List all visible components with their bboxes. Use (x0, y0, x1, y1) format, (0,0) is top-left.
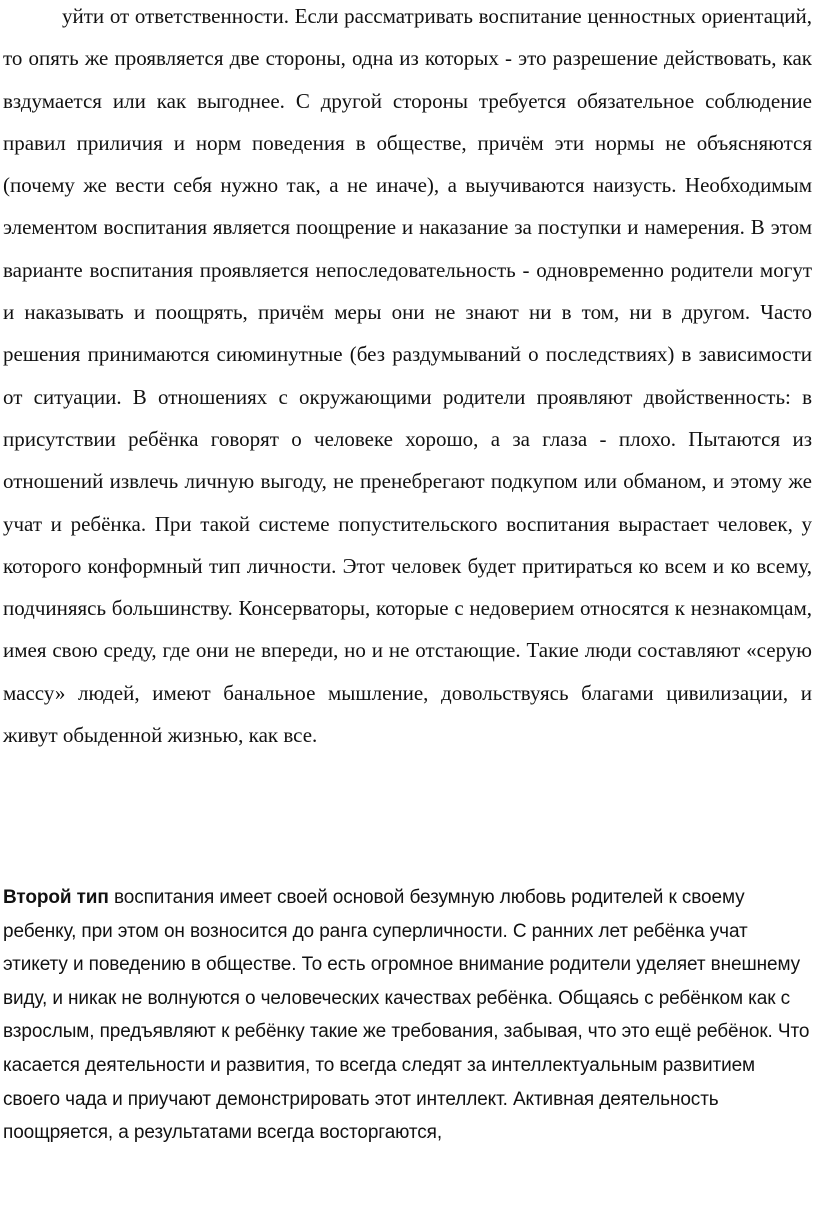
paragraph-body-text: воспитания имеет своей основой безумную любовь родителей к своему ребенку, при этом он возносится до ранга суперличности. С ранних лет ребёнка учат этикету и поведению в обществе. То есть огромное внимание родители уделяет внешнему виду, и никак не волнуются о человеческих качествах ребёнка. Общаясь с ребёнком как с взрослым, предъявляют к ребёнку такие же требования, забывая, что это ещё ребёнок. Что касается деятельности и развития, то всегда следят за интеллектуальным развитием своего чада и приучают демонстрировать этот интеллект. Активная деятельность поощряется, а результатами всегда восторгаются, (3, 887, 810, 1144)
body-paragraph-parenting-values: уйти от ответственности. Если рассматривать воспитание ценностных ориентаций, то опять же проявляется две стороны, одна из которых - это разрешение действовать, как вздумается или как выгоднее. С другой стороны требуется обязательное соблюдение правил приличия и норм поведения в обществе, причём эти нормы не объясняются (почему же вести себя нужно так, а не иначе), а выучиваются наизусть. Необходимым элементом воспитания является поощрение и наказание за поступки и намерения. В этом варианте воспитания проявляется непоследовательность - одновременно родители могут и наказывать и поощрять, причём меры они не знают ни в том, ни в другом. Часто решения принимаются сиюминутные (без раздумываний о последствиях) в зависимости от ситуации. В отношениях с окружающими родители проявляют двойственность: в присутствии ребёнка говорят о человеке хорошо, а за глаза - плохо. Пытаются из отношений извлечь личную выгоду, не пренебрегают подкупом или обманом, и этому же учат и ребёнка. При такой системе попустительского воспитания вырастает человек, у которого конформный тип личности. Этот человек будет притираться ко всем и ко всему, подчиняясь большинству. Консерваторы, которые с недоверием относятся к незнакомцам, имея свою среду, где они не впереди, но и не отстающие. Такие люди составляют «серую массу» людей, имеют банальное мышление, довольствуясь благами цивилизации, и живут обыденной жизнью, как все. (3, 4, 812, 748)
body-paragraph-second-type (3, 881, 811, 1150)
paragraph-lead-bold: Второй тип (3, 887, 109, 908)
